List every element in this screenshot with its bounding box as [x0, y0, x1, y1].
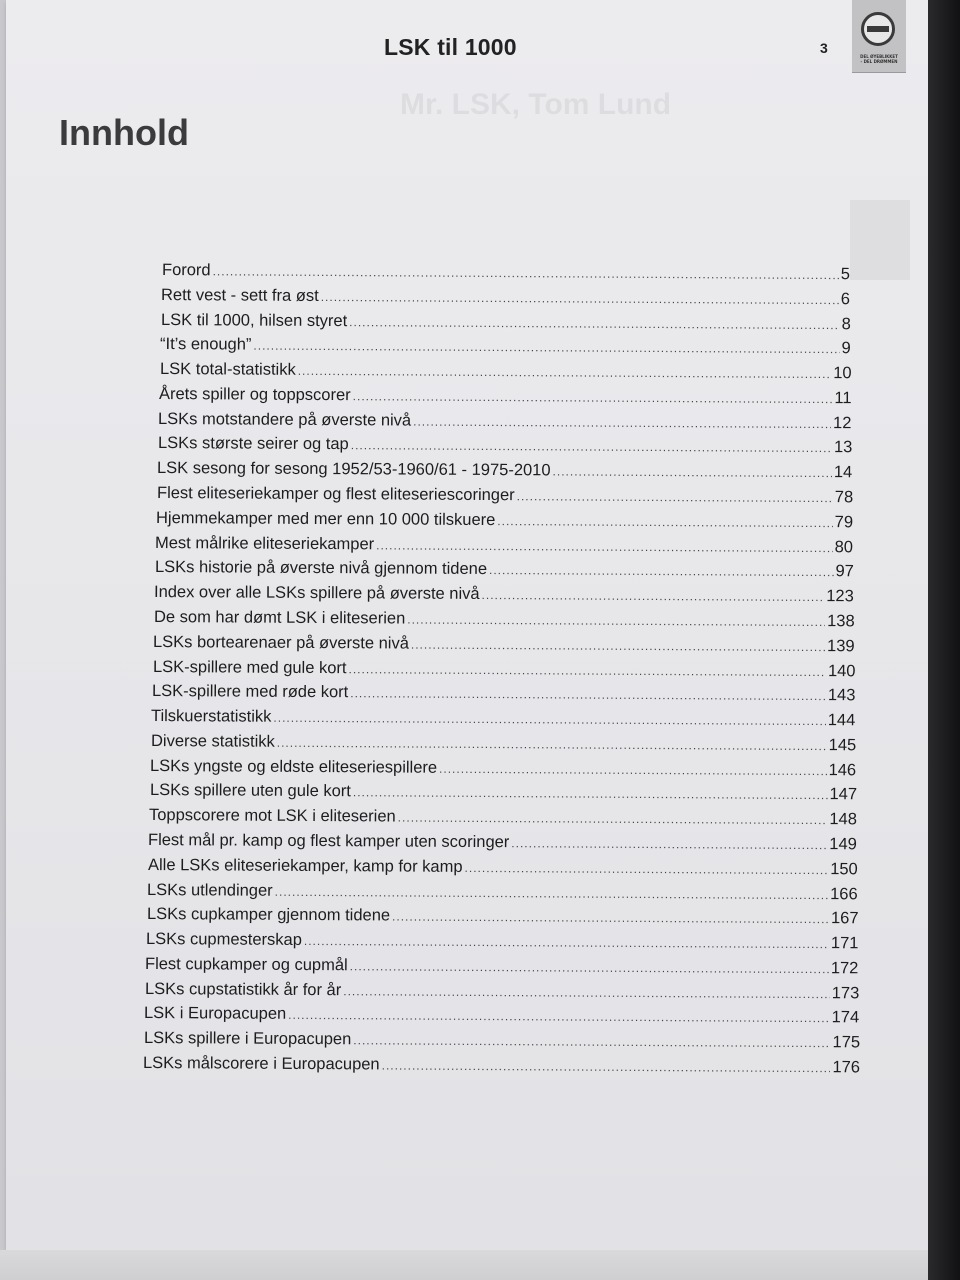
toc-entry-title: LSKs cupkamper gjennom tidene — [146, 905, 390, 925]
toc-entry-page: 12 — [833, 413, 852, 432]
toc-dot-leader — [411, 637, 825, 654]
toc-entry-title: LSKs cupmesterskap — [145, 930, 302, 950]
toc-dot-leader — [350, 686, 826, 703]
toc-entry-page: 8 — [841, 314, 851, 333]
toc-entry — [151, 732, 856, 760]
toc-entry — [148, 831, 857, 859]
toc-entry-page: 175 — [832, 1033, 860, 1052]
toc-entry-page: 173 — [831, 983, 860, 1003]
toc-entry — [151, 707, 855, 735]
toc-entry-title: Hjemmekamper med mer enn 10 000 tilskuere — [156, 508, 496, 529]
toc-entry-title: Flest cupkamper og cupmål — [145, 954, 349, 975]
toc-entry-title: De som har dømt LSK i eliteserien — [153, 607, 406, 628]
toc-entry — [160, 360, 852, 388]
toc-dot-leader — [275, 884, 829, 901]
toc-entry-page: 148 — [829, 810, 857, 829]
toc-entry-page: 9 — [841, 339, 851, 358]
toc-entry-title: LSKs cupstatistikk år for år — [144, 979, 342, 999]
toc-entry-page: 79 — [834, 512, 854, 532]
toc-dot-leader — [288, 1008, 830, 1025]
toc-entry-title: LSKs historie på øverste nivå gjennom tidene — [154, 558, 487, 579]
toc-dot-leader — [512, 836, 828, 852]
toc-dot-leader — [353, 389, 833, 406]
toc-entry — [157, 459, 852, 487]
toc-entry-page: 14 — [834, 463, 853, 482]
toc-entry-page: 80 — [835, 537, 854, 556]
toc-dot-leader — [321, 290, 839, 307]
toc-dot-leader — [377, 538, 834, 555]
toc-entry-title: LSKs spillere i Europacupen — [143, 1029, 351, 1049]
toc-entry-title: Årets spiller og toppscorer — [158, 384, 351, 405]
logo-tagline-line-2: - DEL DRØMMEN — [860, 59, 898, 64]
toc-entry — [152, 682, 856, 710]
toc-dot-leader — [213, 264, 839, 282]
toc-dot-leader — [392, 910, 829, 927]
toc-entry — [146, 930, 859, 958]
toc-entry-title: Flest mål pr. kamp og flest kamper uten scoringer — [148, 830, 510, 852]
toc-entry-page: 144 — [828, 711, 856, 730]
toc-entry — [154, 608, 855, 636]
toc-entry — [149, 781, 856, 809]
toc-entry — [161, 286, 850, 314]
toc-entry — [158, 434, 852, 462]
toc-entry-title: LSKs motstandere på øverste nivå — [158, 409, 412, 430]
toc-entry-page: 97 — [835, 562, 854, 581]
toc-entry-page: 172 — [831, 959, 859, 978]
toc-entry-page: 147 — [828, 785, 857, 804]
toc-entry-page: 145 — [828, 735, 856, 755]
toc-dot-leader — [276, 736, 826, 753]
toc-entry-title: LSK sesong for sesong 1952/53-1960/61 - 1975-2010 — [157, 459, 551, 480]
toc-entry — [157, 484, 853, 512]
toc-entry — [149, 806, 857, 834]
toc-entry — [159, 385, 852, 413]
toc-dot-leader — [304, 934, 829, 951]
toc-entry-title: Index over alle LSKs spillere på øverste nivå — [154, 583, 480, 604]
toc-dot-leader — [414, 414, 832, 431]
toc-dot-leader — [516, 489, 832, 505]
toc-entry-title: Diverse statistikk — [150, 731, 275, 751]
toc-entry-title: LSK total-statistikk — [159, 360, 296, 379]
page-number: 3 — [820, 40, 828, 56]
toc-entry-page: 11 — [834, 389, 852, 408]
toc-dot-leader — [254, 339, 840, 357]
toc-entry-title: LSK i Europacupen — [144, 1004, 287, 1024]
toc-dot-leader — [351, 439, 832, 456]
toc-entry-title: Forord — [161, 261, 211, 280]
toc-dot-leader — [297, 364, 831, 381]
toc-entry-title: Flest eliteseriekamper og flest eliteseriescoringer — [156, 484, 515, 505]
toc-entry — [144, 1004, 859, 1032]
toc-entry-title: LSKs bortearenaer på øverste nivå — [153, 632, 410, 653]
toc-entry-title: LSK-spillere med gule kort — [152, 657, 347, 677]
toc-entry-page: 139 — [827, 636, 855, 656]
toc-entry — [155, 534, 853, 562]
toc-entry-title: LSKs målscorere i Europacupen — [142, 1054, 380, 1074]
toc-dot-leader — [497, 514, 832, 530]
toc-entry — [148, 856, 858, 884]
toc-entry-page: 123 — [826, 587, 855, 606]
toc-entry — [156, 509, 853, 537]
toc-dot-leader — [349, 315, 840, 332]
toc-entry-title: Tilskuerstatistikk — [151, 707, 272, 726]
toc-dot-leader — [439, 761, 827, 777]
toc-entry-page: 176 — [832, 1058, 861, 1077]
contents-heading: Innhold — [59, 112, 189, 153]
toc-entry — [143, 1054, 860, 1082]
toc-dot-leader — [382, 1058, 831, 1075]
toc-entry — [161, 311, 851, 339]
toc-entry-page: 10 — [832, 364, 852, 383]
toc-entry-page: 166 — [830, 884, 858, 903]
toc-entry-page: 150 — [829, 859, 858, 879]
toc-entry-page: 167 — [830, 909, 859, 928]
logo-tagline-line-1: DEL ØYEBLIKKET — [860, 54, 898, 59]
toc-entry-page: 6 — [841, 289, 851, 308]
toc-dot-leader — [274, 711, 826, 728]
toc-entry-title: LSKs utlendinger — [147, 880, 273, 900]
toc-entry — [145, 955, 859, 983]
toc-dot-leader — [353, 1033, 830, 1050]
running-header-title: LSK til 1000 — [384, 34, 517, 60]
toc-dot-leader — [352, 786, 827, 803]
toc-dot-leader — [553, 465, 832, 481]
toc-entry-title: Toppscorere mot LSK i eliteserien — [148, 806, 396, 826]
toc-entry — [144, 1029, 860, 1057]
toc-entry-page: 13 — [833, 438, 853, 457]
toc-dot-leader — [343, 984, 830, 1001]
toc-entry-title: LSK-spillere med røde kort — [151, 682, 349, 702]
toc-entry-title: LSKs største seirer og tap — [157, 434, 349, 454]
toc-dot-leader — [398, 811, 828, 828]
toc-entry-page: 78 — [834, 488, 853, 507]
toc-entry-title: Rett vest - sett fra øst — [161, 285, 320, 305]
toc-dot-leader — [489, 563, 834, 579]
toc-entry — [146, 905, 858, 933]
show-through-text: Mr. LSK, Tom Lund — [400, 88, 672, 121]
toc-entry-page: 140 — [827, 661, 856, 680]
toc-dot-leader — [348, 662, 826, 679]
toc-entry-page: 143 — [827, 686, 856, 705]
toc-entry — [162, 261, 850, 289]
toc-entry-title: Alle LSKs eliteseriekamper, kamp for kamp — [147, 855, 463, 876]
toc-entry-page: 174 — [831, 1008, 860, 1027]
toc-entry — [152, 658, 855, 686]
toc-dot-leader — [350, 959, 829, 976]
toc-entry-title: LSKs spillere uten gule kort — [149, 781, 351, 801]
toc-dot-leader — [407, 612, 825, 629]
toc-entry-title: LSK til 1000, hilsen styret — [160, 310, 348, 330]
toc-entry-page: 171 — [830, 934, 859, 953]
toc-dot-leader — [482, 588, 825, 604]
toc-entry-title: Mest målrike eliteseriekamper — [155, 533, 375, 553]
toc-entry-page: 146 — [828, 760, 857, 779]
toc-entry — [155, 558, 854, 586]
toc-entry-page: 149 — [829, 835, 858, 854]
toc-entry-title: LSKs yngste og eldste eliteseriespillere — [150, 756, 438, 777]
toc-entry-title: “It’s enough” — [160, 335, 252, 354]
toc-entry — [160, 335, 851, 363]
toc-entry — [154, 583, 854, 611]
toc-entry — [153, 633, 855, 661]
toc-entry-page: 138 — [826, 612, 855, 631]
toc-entry-page: 5 — [840, 265, 851, 284]
toc-entry — [147, 881, 858, 909]
toc-dot-leader — [464, 861, 828, 877]
